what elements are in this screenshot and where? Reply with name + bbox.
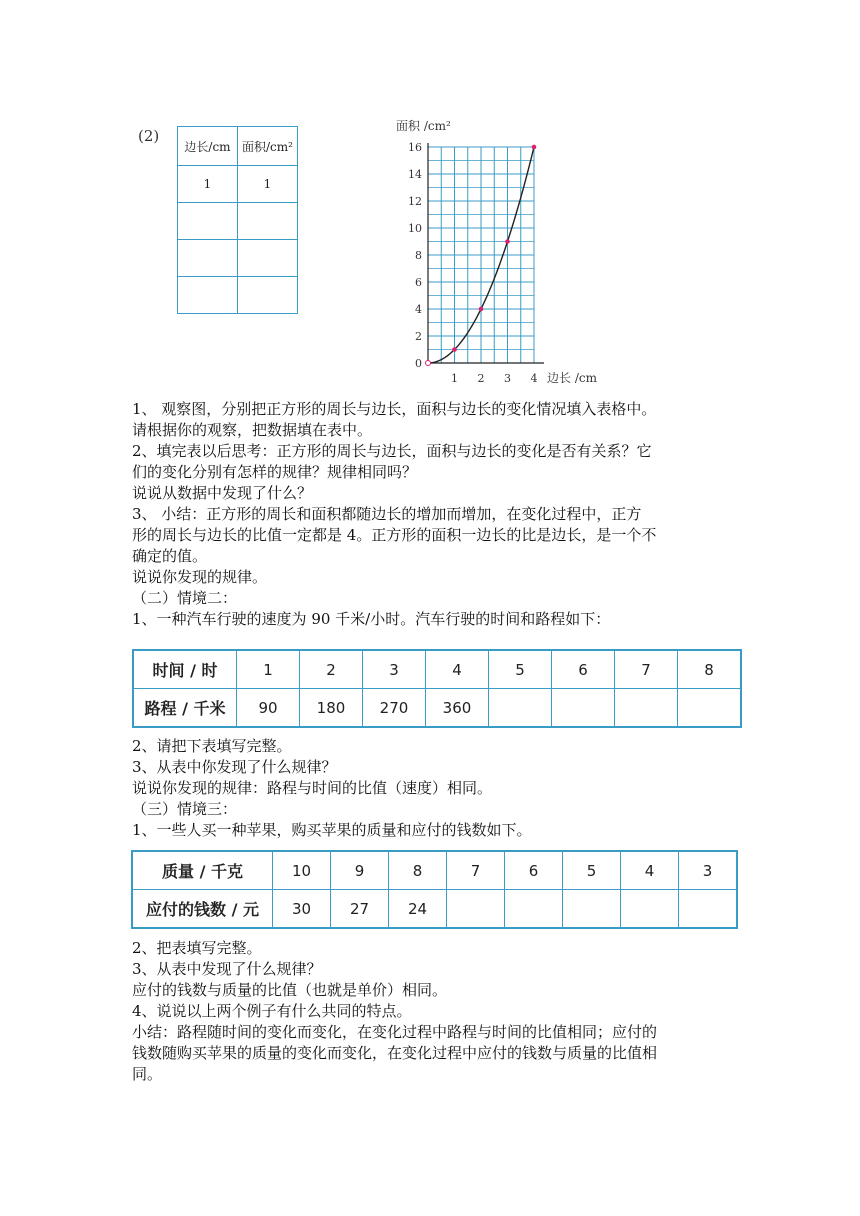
table-cell	[552, 689, 615, 728]
table-cell: 1	[178, 166, 238, 203]
table-cell: 5	[489, 650, 552, 689]
table-cell	[447, 890, 505, 929]
text-line: （二）情境二：	[132, 589, 238, 607]
table-cell	[621, 890, 679, 929]
text-line: 3、 小结：正方形的周长和面积都随边长的增加而增加，在变化过程中，正方	[132, 505, 642, 523]
text-line: （三）情境三：	[132, 800, 238, 818]
table-cell: 8	[678, 650, 742, 689]
y-tick-label: 12	[408, 195, 422, 208]
table-cell: 1	[237, 650, 300, 689]
x-tick-label: 3	[504, 372, 511, 385]
table-cell: 7	[447, 851, 505, 890]
table-cell: 270	[363, 689, 426, 728]
data-point	[532, 145, 537, 150]
table-cell	[178, 277, 238, 314]
table-header: 边长/cm	[178, 127, 238, 166]
table-cell: 90	[237, 689, 300, 728]
text-line: 们的变化分别有怎样的规律？规律相同吗？	[132, 463, 418, 481]
table-cell: 27	[331, 890, 389, 929]
table-cell	[489, 689, 552, 728]
text-line: 1、一些人买一种苹果，购买苹果的质量和应付的钱数如下。	[132, 821, 532, 839]
y-axis-label: 面积 /cm²	[396, 119, 451, 133]
text-line: 1、 观察图，分别把正方形的周长与边长，面积与边长的变化情况填入表格中。	[132, 400, 657, 418]
table-cell: 5	[563, 851, 621, 890]
table-cell: 6	[505, 851, 563, 890]
y-tick-label: 6	[415, 276, 422, 289]
table-cell: 3	[363, 650, 426, 689]
side-area-table	[177, 126, 298, 314]
text-line: 确定的值。	[132, 547, 208, 565]
data-point	[452, 347, 457, 352]
text-line: 钱数随购买苹果的质量的变化而变化，在变化过程中应付的钱数与质量的比值相	[132, 1044, 658, 1062]
row-header: 质量 / 千克	[132, 851, 273, 890]
text-line: 请根据你的观察，把数据填在表中。	[132, 421, 373, 439]
y-tick-label: 2	[415, 330, 422, 343]
table-cell: 24	[389, 890, 447, 929]
text-line: 3、从表中发现了什么规律？	[132, 960, 322, 978]
y-tick-label: 8	[415, 249, 422, 262]
table-cell: 6	[552, 650, 615, 689]
travel-table	[132, 649, 742, 728]
x-tick-label: 1	[451, 372, 458, 385]
section-label: (2)	[138, 127, 160, 145]
table-cell: 30	[273, 890, 331, 929]
y-tick-label: 0	[415, 357, 422, 370]
table-cell: 3	[679, 851, 738, 890]
text-line: 2、把表填写完整。	[132, 939, 262, 957]
y-tick-label: 10	[408, 222, 422, 235]
table-cell: 4	[621, 851, 679, 890]
text-line: 小结：路程随时间的变化而变化，在变化过程中路程与时间的比值相同；应付的	[132, 1023, 658, 1041]
text-line: 说说你发现的规律。	[132, 568, 268, 586]
area-chart	[380, 112, 620, 390]
table-cell	[615, 689, 678, 728]
x-tick-label: 2	[477, 372, 485, 385]
row-header: 路程 / 千米	[133, 689, 237, 728]
text-line: 1、一种汽车行驶的速度为 90 千米/小时。汽车行驶的时间和路程如下：	[132, 610, 611, 628]
text-line: 2、填完表以后思考：正方形的周长与边长，面积与边长的变化是否有关系？它	[132, 442, 652, 460]
text-line: 同。	[132, 1065, 163, 1083]
y-tick-label: 4	[415, 303, 422, 316]
apple-table	[131, 850, 738, 929]
x-axis-label: 边长 /cm	[547, 371, 597, 385]
row-header: 时间 / 时	[133, 650, 237, 689]
table-cell: 1	[238, 166, 298, 203]
text-line: 3、从表中你发现了什么规律？	[132, 758, 337, 776]
x-tick-label: 4	[530, 372, 538, 385]
y-tick-label: 14	[408, 168, 422, 181]
table-cell	[505, 890, 563, 929]
data-point	[505, 239, 510, 244]
table-cell	[678, 689, 742, 728]
table-cell: 4	[426, 650, 489, 689]
table-cell: 360	[426, 689, 489, 728]
table-cell: 8	[389, 851, 447, 890]
text-line: 说说你发现的规律：路程与时间的比值（速度）相同。	[132, 779, 493, 797]
y-tick-label: 16	[408, 141, 422, 154]
text-line: 应付的钱数与质量的比值（也就是单价）相同。	[132, 981, 448, 999]
table-cell: 2	[300, 650, 363, 689]
table-cell	[563, 890, 621, 929]
chart-grid	[428, 147, 534, 363]
data-point	[426, 361, 431, 366]
text-line: 形的周长与边长的比值一定都是 4。正方形的面积一边长的比是边长，是一个不	[132, 526, 657, 544]
table-cell	[178, 203, 238, 240]
text-line: 4、说说以上两个例子有什么共同的特点。	[132, 1002, 412, 1020]
row-header: 应付的钱数 / 元	[132, 890, 273, 929]
table-cell	[679, 890, 738, 929]
table-cell	[238, 240, 298, 277]
table-cell	[238, 203, 298, 240]
table-cell: 10	[273, 851, 331, 890]
text-line: 2、请把下表填写完整。	[132, 737, 292, 755]
table-cell: 7	[615, 650, 678, 689]
table-header: 面积/cm²	[238, 127, 298, 166]
table-cell: 180	[300, 689, 363, 728]
table-cell	[238, 277, 298, 314]
table-cell	[178, 240, 238, 277]
table-cell: 9	[331, 851, 389, 890]
data-point	[479, 307, 484, 312]
text-line: 说说从数据中发现了什么？	[132, 484, 313, 502]
